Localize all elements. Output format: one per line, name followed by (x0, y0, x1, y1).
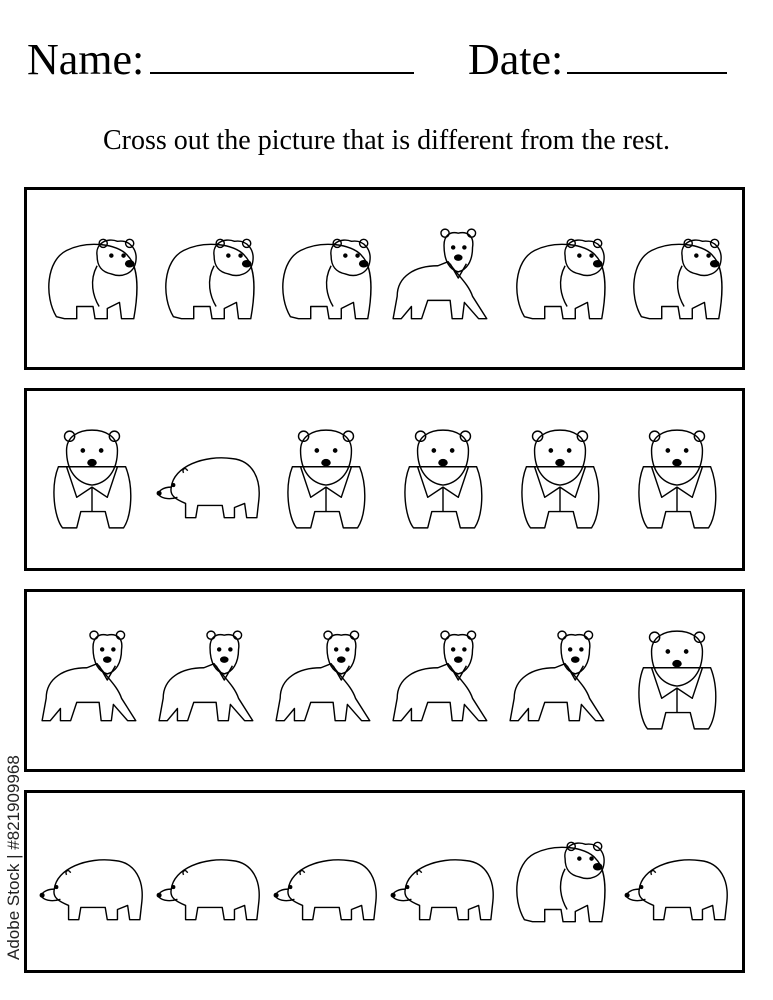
front-bear-picture[interactable] (504, 425, 616, 535)
row-box-4 (24, 790, 745, 973)
walking-bear-picture[interactable] (36, 626, 148, 736)
front-bear-picture[interactable] (387, 425, 499, 535)
front-bear-picture[interactable] (621, 425, 733, 535)
instruction: Cross out the picture that is different from the rest. (102, 125, 671, 156)
standing-bear-picture[interactable] (153, 224, 265, 334)
walking-bear-icon (504, 626, 616, 736)
polar-bear-picture[interactable] (270, 827, 382, 937)
standing-bear-picture[interactable] (36, 224, 148, 334)
name-label: Name: (27, 35, 145, 84)
polar-bear-picture[interactable] (621, 827, 733, 937)
walking-bear-icon (387, 224, 499, 334)
polar-bear-picture[interactable] (153, 425, 265, 535)
polar-bear-icon (387, 827, 499, 937)
walking-bear-picture[interactable] (504, 626, 616, 736)
standing-bear-icon (504, 827, 616, 937)
walking-bear-picture[interactable] (387, 626, 499, 736)
front-bear-icon (387, 425, 499, 535)
front-bear-icon (270, 425, 382, 535)
walking-bear-picture[interactable] (270, 626, 382, 736)
front-bear-picture[interactable] (621, 626, 733, 736)
front-bear-picture[interactable] (270, 425, 382, 535)
walking-bear-icon (153, 626, 265, 736)
standing-bear-picture[interactable] (270, 224, 382, 334)
watermark: Adobe Stock | #821909968 (4, 755, 23, 960)
standing-bear-icon (270, 224, 382, 334)
polar-bear-icon (153, 827, 265, 937)
front-bear-icon (36, 425, 148, 535)
date-field[interactable] (468, 34, 727, 86)
front-bear-picture[interactable] (36, 425, 148, 535)
standing-bear-icon (504, 224, 616, 334)
front-bear-icon (621, 626, 733, 736)
polar-bear-icon (270, 827, 382, 937)
date-line[interactable] (567, 71, 727, 74)
row-box-2 (24, 388, 745, 571)
name-line[interactable] (150, 71, 414, 74)
standing-bear-icon (153, 224, 265, 334)
front-bear-icon (504, 425, 616, 535)
polar-bear-icon (36, 827, 148, 937)
polar-bear-icon (621, 827, 733, 937)
standing-bear-picture[interactable] (621, 224, 733, 334)
row-box-3 (24, 589, 745, 772)
polar-bear-picture[interactable] (387, 827, 499, 937)
name-field[interactable] (27, 34, 414, 86)
walking-bear-picture[interactable] (387, 224, 499, 334)
front-bear-icon (621, 425, 733, 535)
walking-bear-icon (270, 626, 382, 736)
standing-bear-icon (36, 224, 148, 334)
standing-bear-picture[interactable] (504, 224, 616, 334)
walking-bear-icon (36, 626, 148, 736)
polar-bear-picture[interactable] (153, 827, 265, 937)
walking-bear-icon (387, 626, 499, 736)
polar-bear-picture[interactable] (36, 827, 148, 937)
row-box-1 (24, 187, 745, 370)
standing-bear-picture[interactable] (504, 827, 616, 937)
polar-bear-icon (153, 425, 265, 535)
date-label: Date: (468, 35, 564, 84)
walking-bear-picture[interactable] (153, 626, 265, 736)
standing-bear-icon (621, 224, 733, 334)
